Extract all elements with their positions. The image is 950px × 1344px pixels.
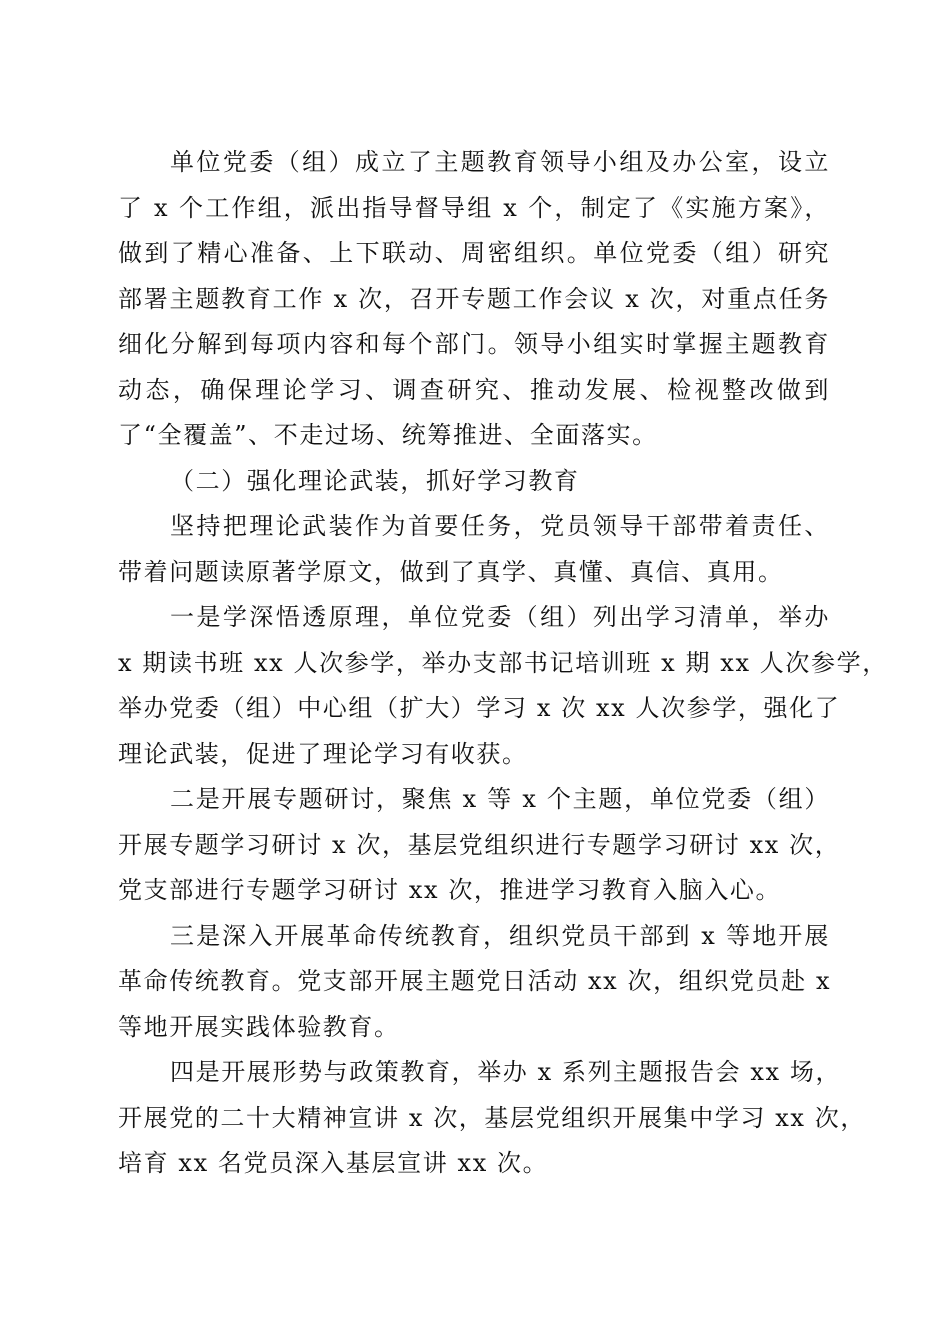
text-line: 举办党委（组）中心组（扩大）学习 x 次 xx 人次参学，强化了 [118, 694, 841, 722]
text-line: 单位党委（组）成立了主题教育领导小组及办公室，设立 [170, 148, 830, 176]
paragraph-point-four [118, 1050, 866, 1187]
text-line: 坚持把理论武装作为首要任务，党员领导干部带着责任、 [170, 512, 830, 540]
text-line: 革命传统教育。党支部开展主题党日活动 xx 次，组织党员赴 x [118, 967, 832, 995]
text-line: 动态，确保理论学习、调查研究、推动发展、检视整改做到 [118, 375, 830, 404]
text-line: 了“全覆盖”、不走过场、统筹推进、全面落实。 [118, 421, 658, 449]
text-line: 党支部进行专题学习研讨 xx 次，推进学习教育入脑入心。 [118, 876, 782, 904]
text-line: 等地开展实践体验教育。 [118, 1012, 400, 1041]
document-body [118, 140, 888, 1187]
paragraph-point-one [118, 595, 888, 777]
text-line: 开展专题学习研讨 x 次，基层党组织进行专题学习研讨 xx 次， [118, 830, 841, 859]
text-line: 二是开展专题研讨，聚焦 x 等 x 个主题，单位党委（组） [170, 785, 830, 813]
text-line: 三是深入开展革命传统教育，组织党员干部到 x 等地开展 [170, 921, 830, 950]
paragraph-leadership-setup [118, 140, 830, 459]
text-line: 培育 xx 名党员深入基层宣讲 xx 次。 [118, 1149, 549, 1177]
text-line: 了 x 个工作组，派出指导督导组 x 个，制定了《实施方案》， [118, 193, 830, 222]
text-line: 细化分解到每项内容和每个部门。领导小组实时掌握主题教育 [118, 330, 830, 358]
paragraph-theory-priority [118, 504, 830, 595]
text-line: 带着问题读原著学原文，做到了真学、真懂、真信、真用。 [118, 557, 784, 586]
text-line: 开展党的二十大精神宣讲 x 次，基层党组织开展集中学习 xx 次， [118, 1103, 866, 1132]
paragraph-point-two [118, 777, 841, 914]
text-line: 四是开展形势与政策教育，举办 x 系列主题报告会 xx 场， [170, 1058, 842, 1086]
text-line: 做到了精心准备、上下联动、周密组织。单位党委（组）研究 [118, 239, 830, 267]
paragraph-point-three [118, 914, 830, 1051]
text-line: 部署主题教育工作 x 次，召开专题工作会议 x 次，对重点任务 [118, 284, 830, 313]
text-line: 一是学深悟透原理，单位党委（组）列出学习清单，举办 [170, 603, 830, 631]
section-heading: （二）强化理论武装，抓好学习教育 [170, 466, 580, 495]
text-line: x 期读书班 xx 人次参学，举办支部书记培训班 x 期 xx 人次参学， [118, 648, 888, 677]
text-line: 理论武装，促进了理论学习有收获。 [118, 739, 528, 768]
